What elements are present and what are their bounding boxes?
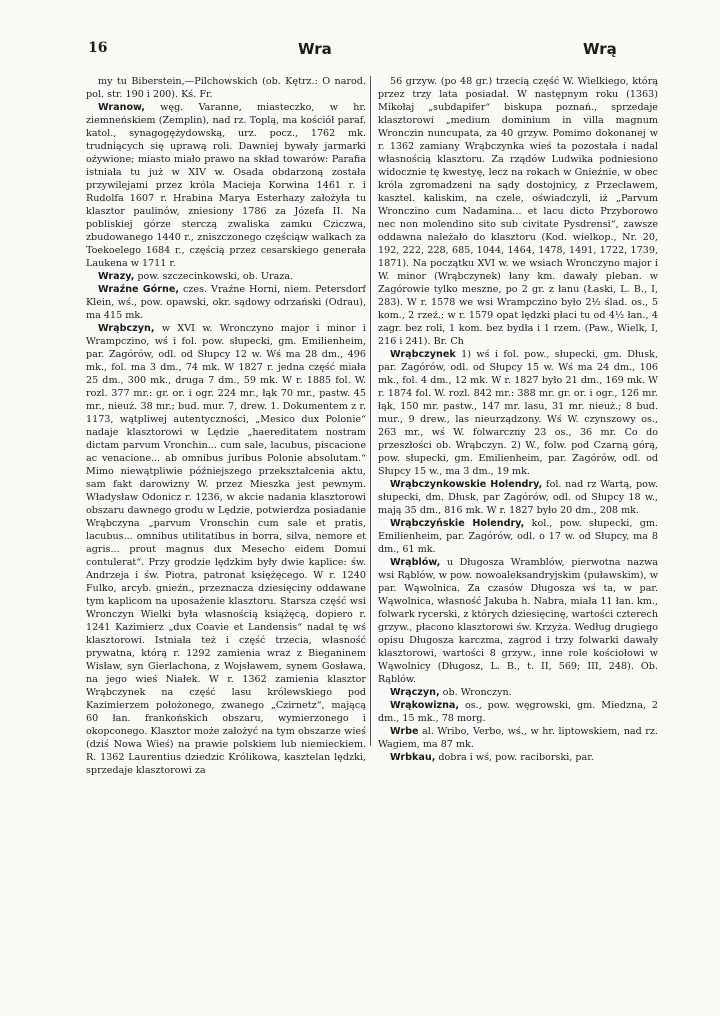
dictionary-entry bbox=[378, 348, 658, 478]
entry-term: Wrąbczyńskie Holendry, bbox=[390, 518, 525, 529]
dictionary-entry bbox=[86, 283, 366, 322]
entry-term: Wrbe bbox=[390, 726, 419, 737]
dictionary-entry bbox=[378, 556, 658, 686]
dictionary-entry bbox=[378, 751, 658, 764]
dictionary-entry bbox=[378, 699, 658, 725]
dictionary-entry bbox=[378, 75, 658, 348]
dictionary-entry bbox=[86, 101, 366, 270]
entry-text: fol. nad rz Wartą, pow. słupecki, dm. Dłusk, par Zagórów, odl. od Słupcy 18 w., mają 35 dm., 816 mk. W r. 1827 było 20 dm., 208 mk. bbox=[378, 479, 658, 516]
entry-text: pow. szczecinkowski, ob. Uraza. bbox=[134, 271, 294, 282]
entry-term: Wranow, bbox=[98, 102, 145, 113]
entry-term: Wrąbczyn, bbox=[98, 323, 155, 334]
entry-text: 56 grzyw. (po 48 gr.) trzecią część W. Wielkiego, którą przez trzy lata posiadał. W następnym roku (1363) Mikołaj „subdapifer“ biskupa poznań., sprzedaje klasztorowi „medium dominium in villa magnum Wronczin nuncupata, za 40 grzyw. Pomimo dokonanej w r. 1362 zamiany Wrąbczynka wieś ta pozostała i nadal własnością klasztoru. Za rządów Ludwika podniesiono widocznie tę kwestyę, lecz na rokach w Gnieźnie, w obec króla zgromadzeni na sądy dostojnicy, z Przecławem, kasztel. kaliskim, na czele, oświadczyli, iż „Parvum Wronczino cum Nadamina... et lacu dicto Przyborowo nec non molendino sito sub civitate Pysdrensi“, zawsze oddawna należało do klasztoru (Kod. wielkop., Nr. 20, 192, 222, 228, 685, 1044, 1464, 1478, 1491, 1722, 1739, 1871). Na początku XVI w. we wsiach Wronczyno major i W. minor (Wrąbczynek) łany km. dawały pleban. w Zagórowie tylko meszne, po 2 gr. z łanu (Łaski, L. B., I, 283). W r. 1578 we wsi Wrampczino było 2½ ślad. os., 5 kom., 2 rzeź.; w r. 1579 opat lędzki płaci tu od 4½ łan., 4 zagr. bez roli, 1 kom. bez bydła i 1 rzem. (Paw., Wielk, I, 216 i 241). Br. Ch bbox=[378, 76, 658, 347]
entry-term: Wrąkowizna, bbox=[390, 700, 460, 711]
entry-text: os., pow. węgrowski, gm. Miedzna, 2 dm., 15 mk., 78 morg. bbox=[378, 700, 658, 724]
entry-text: węg. Varanne, miasteczko, w hr. ziemneńskiem (Zemplin), nad rz. Toplą, ma kościół paraf. katol., synagogężydowską, urz. pocz., 1762 mk. trudniących się uprawą roli. Dawniej bywały jarmarki ożywione; miasto miało prawo na skład towarów: Parafia istniała tu już w XIV w. Osada obdarzoną została przywilejami przez króla Macieja Korwina 1461 r. i Rudolfa 1607 r. Hrabina Marya Esterhazy założyła tu klasztor paulinów, zniesiony 1786 za Józefa II. Na pobliskiej górze sterczą zwaliska zamku Cziczwa, zbudowanego 1440 r., zniszczonego częściąw walkach za Toekoelego 1684 r., częścią przez cesarskiego generała Laukena w 1711 r. bbox=[86, 102, 366, 269]
dictionary-entry bbox=[378, 478, 658, 517]
entry-term: Wrazy, bbox=[98, 271, 135, 282]
entry-term: Wrąbczynek bbox=[390, 349, 456, 360]
left-running-headword: Wra bbox=[298, 40, 332, 58]
entry-text: u Długosza Wramblów, pierwotna nazwa wsi Rąblów, w pow. nowoaleksandryjskim (puławskim), w par. Wąwolnica. Za czasów Długosza wś ta, w par. Wąwolnica, własność Jakuba h. Nabra, miała 11 łan. km., folwark rycerski, z których dziesięcinę, wartości czterech grzyw., płacono klasztorowi św. Krzyża. Według drugiego opisu Długosza karczma, zagrod i trzy folwarki dawały klasztorowi, wartości 8 grzyw., inne role kościołowi w Wąwolnicy (Długosz, L. B., t. II, 569; III, 248). Ob. Rąblów. bbox=[378, 557, 658, 685]
entry-term: Wraźne Górne, bbox=[98, 284, 179, 295]
page-number: 16 bbox=[88, 40, 108, 56]
entry-term: Wrbkau, bbox=[390, 752, 436, 763]
page-header bbox=[88, 40, 668, 62]
dictionary-entry bbox=[378, 686, 658, 699]
right-running-headword: Wrą bbox=[583, 40, 617, 58]
dictionary-entry bbox=[378, 517, 658, 556]
text-columns bbox=[86, 75, 676, 1005]
dictionary-entry bbox=[378, 725, 658, 751]
entry-text: my tu Biberstein,—Pilchowskich (ob. Kętrz.: O narod. pol. str. 190 i 200). Kś. Fr. bbox=[86, 76, 366, 100]
entry-term: Wrąbczynkowskie Holendry, bbox=[390, 479, 543, 490]
entry-term: Wrączyn, bbox=[390, 687, 440, 698]
left-column bbox=[86, 75, 366, 1005]
dictionary-entry bbox=[86, 322, 366, 777]
entry-text: czes. Vraźne Horni, niem. Petersdorf Klein, wś., pow. opawski, okr. sądowy odrzański (Odrau), ma 415 mk. bbox=[86, 284, 366, 321]
dictionary-entry bbox=[86, 75, 366, 101]
entry-term: Wrąblów, bbox=[390, 557, 441, 568]
entry-text: kol., pow. słupecki, gm. Emilienheim, par. Zagórów, odl. o 17 w. od Słupcy, ma 8 dm., 61 mk. bbox=[378, 518, 658, 555]
entry-text: ob. Wronczyn. bbox=[439, 687, 512, 698]
entry-text: al. Wribo, Verbo, wś., w hr. liptowskiem, nad rz. Wagiem, ma 87 mk. bbox=[378, 726, 658, 750]
right-column bbox=[378, 75, 658, 1005]
entry-text: w XVI w. Wronczyno major i minor i Wrampczino, wś i fol. pow. słupecki, gm. Emilienheim, par. Zagórów, odl. od Słupcy 12 w. Wś ma 28 dm., 496 mk., fol. ma 3 dm., 74 mk. W 1827 r. jedna część miała 25 dm., 300 mk., druga 7 dm., 59 mk. W r. 1885 fol. W. rozl. 377 mr.: gr. or. i ogr. 224 mr., łąk 70 mr., pastw. 45 mr., nieuż. 38 mr.; bud. mur. 7, drew. 1. Dokumentem z r. 1173, wątpliwej autentyczności, „Mesico dux Polonie“ nadaje klasztorowi w Lędzie „haereditatem nostram dictam parvum Vronchin... cum sale, lacubus, piscacione ac venacione... ab omnibus juribus Polonie absolutam.“ Mimo niewątpliwie późniejszego przekształcenia aktu, sam fakt darowizny W. przez Mieszka jest pewnym. Władysław Odonicz r. 1236, w akcie nadania klasztorowi obszaru dawnego grodu w Lędzie, potwierdza posiadanie Wrąbczyna „parvum Vronschin cum sale et pratis, lacubus... omnibus utilitatibus in borra, silva, nemore et agris... prout magnus dux Mesecho eidem Domui contulerat“. Przy grodzie lędzkim były dwie kaplice: św. Andrzeja i św. Piotra, patronat księżęcego. W r. 1240 Fulko, arcyb. gnieźn., przeznacza dziesięciny oddawane tym kaplicom na uposażenie klasztoru. Starsza część wsi Wronczyn Wielki była własnością książęcą, dopiero r. 1241 Kazimierz „dux Coavie et Landensis“ nadał tę wś klasztorowi. Istniała też i część trzecia, własność prywatna, którą r. 1292 zamienia wraz z Bieganinem Wisław, syn Gierlachona, z Wojsławem, synem Gosława, na jego wieś Niałek. W r. 1362 zamienia klasztor Wrąbczynek na część lasu królewskiego pod Kazimierzem położonego, zwanego „Czirnetz“, mającą 60 łan. frankońskich obszaru, wymierzonego i okopconego. Klasztor może założyć na tym obszarze wieś (dziś Nowa Wieś) na prawie polskiem lub niemieckiem. R. 1362 Laurentius dziedzic Królikowa, kasztelan lędzki, sprzedaje klasztorowi za bbox=[86, 323, 366, 776]
entry-text: dobra i wś, pow. raciborski, par. bbox=[435, 752, 594, 763]
dictionary-entry bbox=[86, 270, 366, 283]
entry-text: 1) wś i fol. pow., słupecki, gm. Dłusk, par. Zagórów, odl. od Słupcy 15 w. Wś ma 24 dm., 106 mk., fol. 4 dm., 12 mk. W r. 1827 było 21 dm., 169 mk. W r. 1874 fol. W. rozl. 842 mr.: 388 mr. gr. or. i ogr., 126 mr. łąk, 150 mr. pastw., 147 mr. lasu, 31 mr. nieuż.; 8 bud. mur., 9 drew., las nieurządzony. Wś W. czynszowy os., 263 mr., wś W. folwarczny 23 os., 36 mr. Co do przeszłości ob. Wrąbczyn. 2) W., folw. pod Czarną górą, pow. słupecki, gm. Emilienheim, par. Zagórów, odl. od Słupcy 15 w., ma 3 dm., 19 mk. bbox=[378, 349, 658, 477]
